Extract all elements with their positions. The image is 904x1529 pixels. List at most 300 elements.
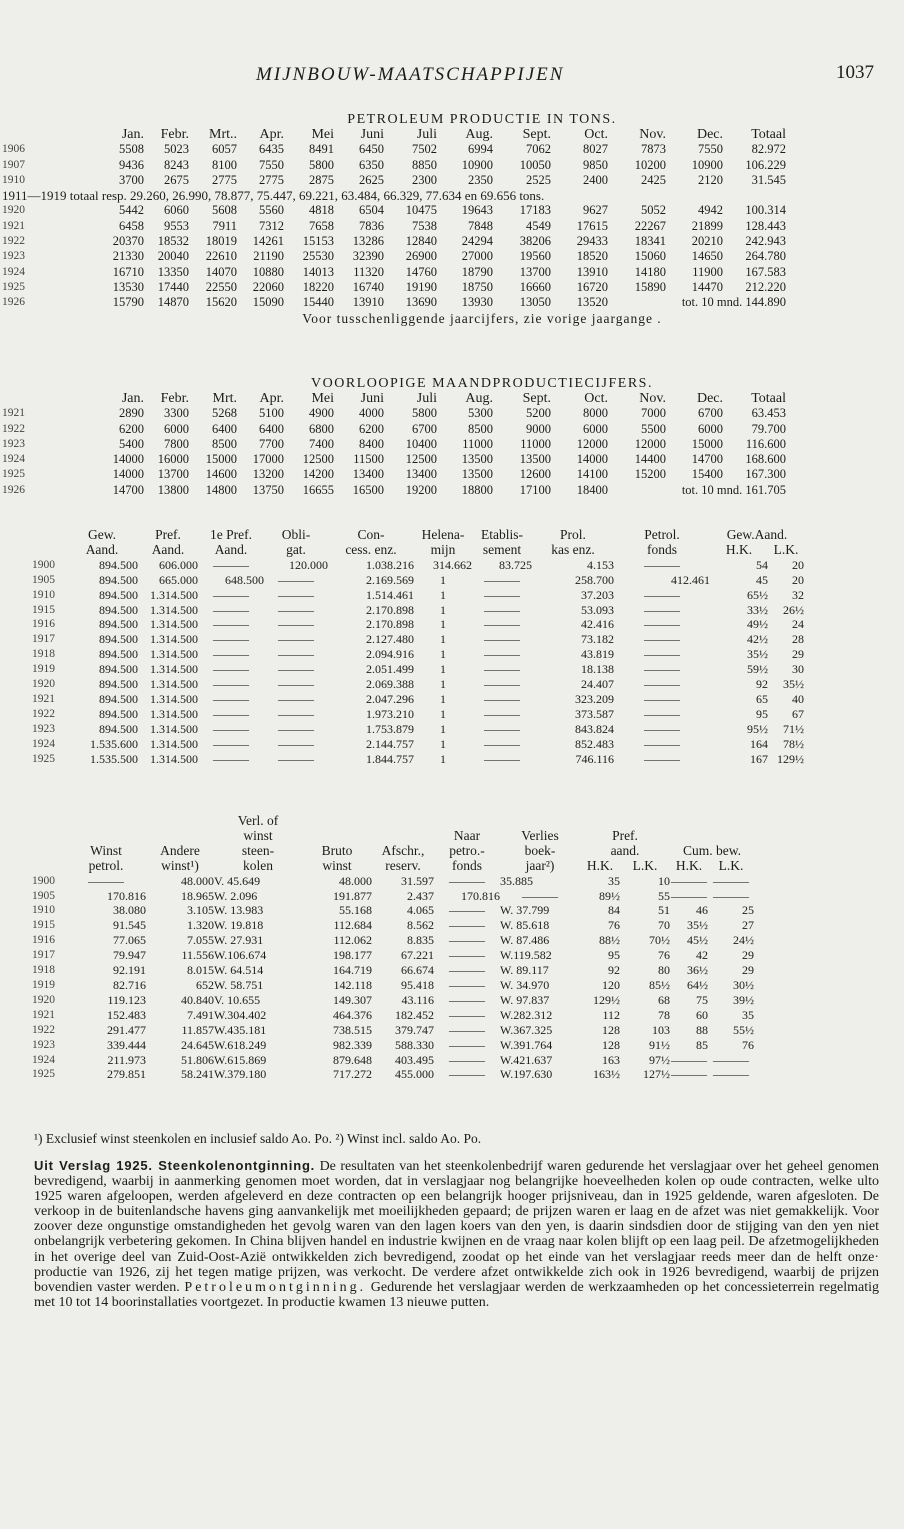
- cell: ———: [278, 587, 314, 602]
- provisional-title: VOORLOOPIGE MAANDPRODUCTIECIJFERS.: [311, 376, 653, 391]
- cell: 665.000: [159, 572, 198, 587]
- cell: ———: [484, 706, 520, 721]
- cell: 7848: [468, 218, 493, 233]
- cell: 323.209: [575, 691, 614, 706]
- cell: 7.055: [187, 933, 214, 948]
- cell: 39½: [733, 992, 754, 1007]
- row-year: 1923: [32, 722, 55, 735]
- cell: ———: [484, 602, 520, 617]
- cell: Febr.: [160, 127, 189, 142]
- cell: 1.844.757: [366, 751, 414, 766]
- column-header: gat.: [286, 542, 306, 557]
- cell: 9850: [583, 157, 608, 172]
- cell: W. 58.751: [214, 977, 264, 992]
- cell: 119.123: [107, 992, 146, 1007]
- cell: 18520: [576, 249, 608, 264]
- cell: 78½: [783, 736, 804, 751]
- cell: 11000: [520, 436, 551, 451]
- report-body-2: Gedurende het verslagjaar werden de werkzaamheden op het concessieterrein regelmatig met 10 tot 14 boorinstallaties voortgezet. In productie kwamen 13 nieuwe putten.: [34, 1279, 880, 1310]
- cell: 40.840: [181, 992, 214, 1007]
- production-title: PETROLEUM PRODUCTIE IN TONS.: [347, 112, 617, 127]
- cell: 894.500: [99, 721, 138, 736]
- cell: ———: [484, 736, 520, 751]
- cell: 464.376: [333, 1007, 372, 1022]
- cell: 11.556: [181, 948, 214, 963]
- cell: ———: [213, 662, 249, 677]
- cell: 38206: [519, 234, 551, 249]
- cell: W. 97.837: [500, 992, 550, 1007]
- cell: 65: [756, 691, 768, 706]
- cell: 6450: [359, 142, 384, 157]
- row-year: 1917: [32, 949, 55, 962]
- cell: 4000: [359, 406, 384, 421]
- cell: 78: [658, 1007, 670, 1022]
- cell: 112: [602, 1007, 620, 1022]
- table-row: [32, 1067, 754, 1082]
- row-year: 1926: [2, 296, 25, 309]
- table-row: [2, 280, 786, 295]
- cell: 8400: [359, 436, 384, 451]
- row-year: 1925: [2, 468, 25, 481]
- cell: 2775: [212, 172, 237, 187]
- cell: Juni: [360, 391, 384, 406]
- table-row: [32, 662, 804, 677]
- cell: 6458: [119, 218, 144, 233]
- cell: 412.461: [671, 572, 710, 587]
- cell: 8491: [309, 142, 334, 157]
- cell: 5052: [641, 203, 666, 218]
- cell: 5023: [164, 142, 189, 157]
- table-row: [32, 617, 804, 632]
- cell: ———: [449, 1022, 485, 1037]
- cell: 7.491: [187, 1007, 214, 1022]
- cell: 35½: [747, 647, 768, 662]
- cell: 2.170.898: [366, 602, 414, 617]
- cell: ———: [449, 963, 485, 978]
- cell: 5442: [119, 203, 144, 218]
- cell: Totaal: [751, 391, 786, 406]
- cell: 1.314.500: [150, 677, 198, 692]
- cell: 42: [696, 948, 708, 963]
- cell: 30½: [733, 977, 754, 992]
- cell: 12840: [405, 234, 437, 249]
- cell: 67: [792, 706, 804, 721]
- cell: ———: [484, 662, 520, 677]
- cell: 66.674: [401, 963, 434, 978]
- cell: Jan.: [121, 391, 144, 406]
- production-note: Voor tusschenliggende jaarcijfers, zie vorige jaargange .: [302, 310, 662, 326]
- cell: 242.943: [745, 234, 786, 249]
- cell: ———: [278, 706, 314, 721]
- cell: 9553: [164, 218, 189, 233]
- cell: ———: [671, 873, 707, 888]
- column-header: L.K.: [773, 542, 799, 557]
- cell: 170.816: [107, 888, 146, 903]
- column-header: [670, 814, 754, 829]
- cell: 15890: [634, 279, 666, 294]
- cell: W.615.869: [214, 1052, 267, 1067]
- cell: ———: [449, 873, 485, 888]
- cell: 6400: [212, 421, 237, 436]
- cell: Nov.: [639, 391, 666, 406]
- row-year: 1925: [32, 1068, 55, 1081]
- table-row: [32, 933, 754, 948]
- cell: 13500: [461, 467, 493, 482]
- cell: ———: [278, 736, 314, 751]
- cell: 17100: [519, 482, 551, 497]
- cell: 14700: [691, 452, 723, 467]
- cell: 15790: [112, 295, 144, 310]
- cell: 14000: [576, 452, 608, 467]
- table-row: [32, 978, 754, 993]
- cell: 100.314: [745, 203, 786, 218]
- row-year: [2, 391, 46, 406]
- column-header-row: [32, 844, 754, 859]
- cell: 45: [756, 572, 768, 587]
- cell: ———: [449, 903, 485, 918]
- cell: 894.500: [99, 662, 138, 677]
- column-header: [708, 829, 754, 844]
- cell: 852.483: [575, 736, 614, 751]
- cell: 13700: [519, 264, 551, 279]
- cell: 6200: [359, 421, 384, 436]
- table-row: [32, 1008, 754, 1023]
- cell: ———: [213, 557, 249, 572]
- column-header: [32, 814, 66, 829]
- cell: Juli: [416, 127, 437, 142]
- cell: 13690: [405, 295, 437, 310]
- column-header: boek-: [524, 843, 556, 858]
- table-row: [2, 452, 786, 467]
- cell: Nov.: [639, 127, 666, 142]
- cell: 43.819: [581, 647, 614, 662]
- cell: ———: [278, 751, 314, 766]
- cell: 18790: [461, 264, 493, 279]
- cell: 36½: [687, 963, 708, 978]
- row-year: 1900: [32, 874, 55, 887]
- cell: 652: [196, 977, 214, 992]
- row-year: 1915: [32, 603, 55, 616]
- cell: 8243: [164, 157, 189, 172]
- row-year: 1900: [32, 558, 55, 571]
- column-header: steen-: [241, 843, 275, 858]
- cell: 7911: [212, 218, 237, 233]
- cell: 67.221: [401, 948, 434, 963]
- cell: 1: [440, 617, 446, 632]
- cell: 258.700: [575, 572, 614, 587]
- cell: 403.495: [395, 1052, 434, 1067]
- cell: 112.062: [333, 933, 372, 948]
- cell: 4900: [309, 406, 334, 421]
- cell: 14870: [157, 295, 189, 310]
- cell: 19200: [405, 482, 437, 497]
- column-header: L.K.: [632, 858, 658, 873]
- cell: 648.500: [225, 572, 264, 587]
- cell: 60: [696, 1007, 708, 1022]
- cell: ———: [484, 617, 520, 632]
- cell: 4549: [526, 218, 551, 233]
- table-row: [32, 737, 804, 752]
- table-row: [2, 295, 786, 310]
- cell: 15153: [302, 234, 334, 249]
- cell: 35: [608, 873, 620, 888]
- row-year: 1924: [2, 265, 25, 278]
- cell: ———: [449, 918, 485, 933]
- row-year: 1920: [32, 678, 55, 691]
- profit-table: [32, 814, 754, 1082]
- production-section: [0, 112, 904, 327]
- cell: ———: [644, 632, 680, 647]
- cell: 167: [750, 751, 768, 766]
- cell: ———: [671, 1052, 707, 1067]
- cell: 2425: [641, 172, 666, 187]
- cell: 1: [440, 751, 446, 766]
- cell: ———: [644, 706, 680, 721]
- cell: ———: [278, 617, 314, 632]
- cell: 894.500: [99, 587, 138, 602]
- row-year: 1915: [32, 919, 55, 932]
- cell: 33½: [747, 602, 768, 617]
- column-header: winst¹): [161, 858, 199, 873]
- cell: 29433: [576, 234, 608, 249]
- cell: ———: [713, 1052, 749, 1067]
- table-row: [32, 692, 804, 707]
- cell: 894.500: [99, 691, 138, 706]
- cell: 279.851: [107, 1067, 146, 1082]
- cell: ———: [278, 572, 314, 587]
- cell: 894.500: [99, 602, 138, 617]
- row-year: 1920: [32, 993, 55, 1006]
- cell: 2400: [583, 172, 608, 187]
- column-header: [372, 814, 434, 829]
- cell: W.119.582: [500, 948, 552, 963]
- cell: 95.418: [401, 977, 434, 992]
- cell: 1.314.500: [150, 736, 198, 751]
- cell: W. 89.117: [500, 963, 549, 978]
- cell: W. 2.096: [214, 888, 258, 903]
- cell: ———: [88, 873, 124, 888]
- cell: 13800: [157, 482, 189, 497]
- cell: 120.000: [289, 557, 328, 572]
- cell: 2300: [412, 172, 437, 187]
- cell: 10900: [691, 157, 723, 172]
- cell: 14650: [691, 249, 723, 264]
- cell: 163: [602, 1052, 620, 1067]
- column-header: jaar²): [525, 858, 555, 873]
- cell: 17000: [252, 452, 284, 467]
- row-year: 1918: [32, 648, 55, 661]
- table-row: [2, 422, 786, 437]
- column-header-row: [2, 391, 786, 406]
- cell: 1.314.500: [150, 617, 198, 632]
- cell: ———: [484, 677, 520, 692]
- cell: 18.138: [581, 662, 614, 677]
- cell: 15200: [634, 467, 666, 482]
- report-heading: Uit Verslag 1925. Steenkolenontginning.: [34, 1158, 316, 1173]
- cell: 16500: [352, 482, 384, 497]
- cell: 54: [756, 557, 768, 572]
- cell: 3300: [164, 406, 189, 421]
- cell: 606.000: [159, 557, 198, 572]
- cell: 164: [750, 736, 768, 751]
- cell: 16710: [112, 264, 144, 279]
- cell: 10050: [519, 157, 551, 172]
- column-header: [32, 543, 66, 558]
- cell: ———: [644, 557, 680, 572]
- cell: 21190: [253, 249, 284, 264]
- cell: 1.038.216: [366, 557, 414, 572]
- cell: 51.806: [181, 1052, 214, 1067]
- column-header-row: [2, 127, 786, 142]
- cell: 455.000: [395, 1067, 434, 1082]
- cell: 31.545: [751, 172, 786, 187]
- cell: 13530: [112, 279, 144, 294]
- row-year: 1925: [32, 752, 55, 765]
- cell: 2775: [259, 172, 284, 187]
- cell: ———: [278, 647, 314, 662]
- cell: 24294: [461, 234, 493, 249]
- cell: 40: [792, 691, 804, 706]
- column-header: Helena-: [421, 528, 465, 542]
- footnote: ¹) Exclusief winst steenkolen en inclusief saldo Ao. Po. ²) Winst incl. saldo Ao. Po.: [34, 1131, 482, 1146]
- cell: 8100: [212, 157, 237, 172]
- table-row: [2, 249, 786, 264]
- cell: Oct.: [584, 127, 608, 142]
- cell: Totaal: [751, 127, 786, 142]
- cell: 88½: [599, 933, 620, 948]
- cell: 6350: [359, 157, 384, 172]
- table-row: [32, 707, 804, 722]
- cell: 5400: [119, 436, 144, 451]
- table-row: [32, 1053, 754, 1068]
- cell: 2.127.480: [366, 632, 414, 647]
- column-header: [146, 814, 214, 829]
- cell: 22060: [252, 279, 284, 294]
- cell: 1.973.210: [366, 706, 414, 721]
- table-row: [32, 889, 754, 904]
- cell: 6700: [412, 421, 437, 436]
- cell: 2525: [526, 172, 551, 187]
- column-header: Cum. bew.: [683, 843, 741, 858]
- column-header-row: [32, 528, 804, 543]
- cell: 9436: [119, 157, 144, 172]
- cell: 2.169.569: [366, 572, 414, 587]
- cell: W.367.325: [500, 1022, 553, 1037]
- column-header: Aand.: [214, 542, 248, 557]
- cell: 11900: [692, 264, 723, 279]
- cell: 12500: [302, 452, 334, 467]
- column-header: Verl. of: [237, 814, 279, 828]
- column-header: Pref.: [155, 528, 181, 542]
- cell: 7550: [259, 157, 284, 172]
- cell: W.618.249: [214, 1037, 267, 1052]
- cell: ———: [484, 572, 520, 587]
- row-year: 1926: [2, 483, 25, 496]
- cell: 91½: [649, 1037, 670, 1052]
- cell: 24½: [733, 933, 754, 948]
- cell: 79.700: [751, 421, 786, 436]
- cell: 1.314.500: [150, 662, 198, 677]
- cell: Juni: [360, 127, 384, 142]
- cell: 18750: [461, 279, 493, 294]
- cell: 95½: [747, 721, 768, 736]
- cell: ———: [213, 736, 249, 751]
- cell: 29: [792, 647, 804, 662]
- cell: 12500: [405, 452, 437, 467]
- cell: 92.191: [113, 963, 146, 978]
- row-year: [2, 127, 46, 142]
- column-header: Bruto: [321, 843, 353, 858]
- cell: ———: [484, 691, 520, 706]
- cell: 894.500: [99, 677, 138, 692]
- cell: 2675: [164, 172, 189, 187]
- cell: 379.747: [395, 1022, 434, 1037]
- cell: 2.144.757: [366, 736, 414, 751]
- cell: Mei: [311, 127, 334, 142]
- column-header: cess. enz.: [345, 542, 397, 557]
- cell: 21330: [112, 249, 144, 264]
- cell: ———: [644, 677, 680, 692]
- cell: 25530: [302, 249, 334, 264]
- column-header: fonds: [647, 542, 677, 557]
- cell: 9627: [583, 203, 608, 218]
- cell: 264.780: [745, 249, 786, 264]
- cell: 20040: [157, 249, 189, 264]
- cell: 170.816: [461, 888, 500, 903]
- cell: 5300: [468, 406, 493, 421]
- cell: 18220: [302, 279, 334, 294]
- cell: 65½: [747, 587, 768, 602]
- cell: 128: [602, 1022, 620, 1037]
- cell: 152.483: [107, 1007, 146, 1022]
- cell: 13520: [576, 295, 608, 310]
- column-header: [146, 829, 214, 844]
- cell: 10200: [634, 157, 666, 172]
- cell: 15000: [691, 436, 723, 451]
- cell: 35½: [783, 677, 804, 692]
- cell: 6400: [259, 421, 284, 436]
- row-year: 1922: [32, 1023, 55, 1036]
- cell: 6060: [164, 203, 189, 218]
- cell: 17615: [576, 218, 608, 233]
- row-year: 1923: [2, 437, 25, 450]
- cell: 14013: [302, 264, 334, 279]
- cell: W.379.180: [214, 1067, 267, 1082]
- cell: 2120: [698, 172, 723, 187]
- column-header: [32, 844, 66, 859]
- cell: 22550: [205, 279, 237, 294]
- row-year: 1921: [32, 1008, 55, 1021]
- cell: 15060: [634, 249, 666, 264]
- table-row: [2, 483, 786, 498]
- column-header: Aand.: [151, 542, 185, 557]
- cell: ———: [213, 721, 249, 736]
- column-header: [32, 829, 66, 844]
- column-header: L.K.: [718, 858, 744, 873]
- cell: ———: [278, 662, 314, 677]
- column-header: H.K.: [675, 858, 703, 873]
- column-header: winst: [243, 828, 273, 843]
- cell: 14800: [205, 482, 237, 497]
- column-header: Gew.Aand.: [726, 528, 788, 542]
- cell: 3.105: [187, 903, 214, 918]
- cell: 35.885: [500, 873, 533, 888]
- cell: 7312: [259, 218, 284, 233]
- row-year: 1922: [2, 235, 25, 248]
- row-year: 1910: [2, 173, 25, 186]
- table-row: [2, 406, 786, 421]
- cell: 24: [792, 617, 804, 632]
